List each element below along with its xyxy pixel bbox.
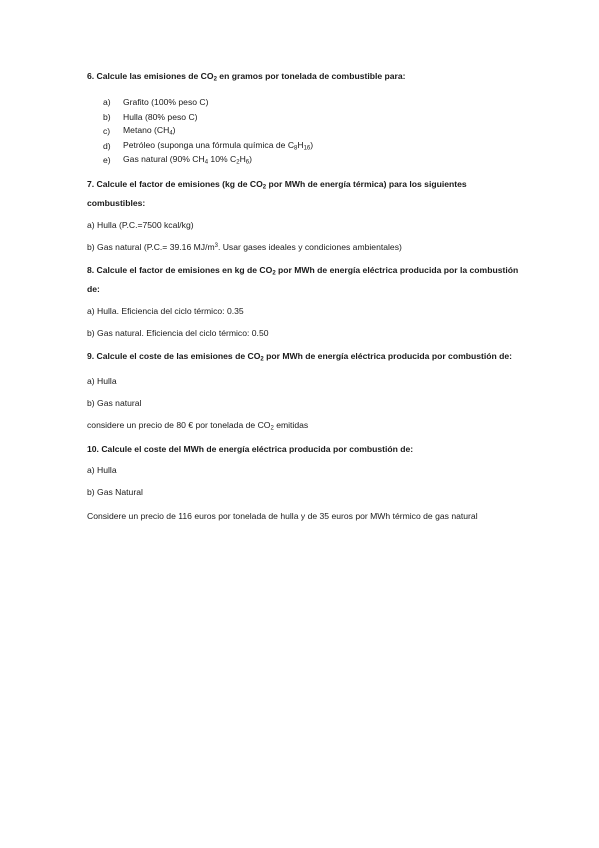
q8-option-a: a) Hulla. Eficiencia del ciclo térmico: 0.35 bbox=[87, 305, 244, 316]
question-6-title bbox=[87, 71, 527, 84]
list-marker: c) bbox=[103, 126, 111, 137]
list-item bbox=[87, 139, 527, 154]
question-6-list bbox=[87, 95, 527, 168]
q9-option-a: a) Hulla bbox=[87, 375, 117, 386]
q7-title-subscript: 2 bbox=[262, 184, 267, 191]
question-7-title bbox=[87, 177, 527, 212]
list-item-subscript: 4 bbox=[204, 159, 209, 166]
q10-option-a: a) Hulla bbox=[87, 464, 117, 475]
q9-note bbox=[87, 420, 527, 433]
q9-title-subscript: 2 bbox=[260, 356, 264, 363]
q6-title-text-end: en gramos por tonelada de combustible para: bbox=[216, 71, 406, 81]
list-item-subscript: 4 bbox=[169, 130, 173, 137]
q9-note-text-end: emitidas bbox=[273, 420, 309, 431]
list-item-text-part: H bbox=[239, 154, 246, 165]
question-8-title bbox=[87, 263, 527, 298]
q8-title-text-end: por MWh de energía eléctrica producida por la combustión de: bbox=[87, 265, 519, 295]
question-9-title bbox=[87, 349, 527, 368]
q10-option-b: b) Gas Natural bbox=[87, 486, 143, 497]
q6-title-subscript: 2 bbox=[213, 76, 217, 83]
q8-option-b: b) Gas natural. Eficiencia del ciclo térmico: 0.50 bbox=[87, 327, 269, 338]
q7-option-b bbox=[87, 242, 527, 253]
list-item bbox=[87, 154, 527, 169]
q9-title-text: 9. Calcule el coste de las emisiones de CO bbox=[87, 350, 261, 361]
list-item-text: Grafito (100% peso C) bbox=[123, 97, 209, 107]
q7-title-text-end: por MWh de energía térmica) para los siguientes combustibles: bbox=[87, 179, 467, 209]
list-item-text bbox=[123, 125, 176, 138]
q7-option-a: a) Hulla (P.C.=7500 kcal/kg) bbox=[87, 219, 194, 230]
document-page bbox=[87, 71, 527, 525]
list-item-text-part: ) bbox=[310, 139, 314, 150]
list-item-text-part: Petróleo (suponga una fórmula química de C bbox=[123, 139, 295, 150]
question-10-title: 10. Calcule el coste del MWh de energía eléctrica producida por combustión de: bbox=[87, 443, 414, 454]
list-item-text-part: ) bbox=[249, 154, 252, 165]
q8-title-subscript: 2 bbox=[272, 270, 276, 277]
list-marker: b) bbox=[103, 111, 111, 122]
list-item-subscript: 8 bbox=[294, 145, 298, 152]
q9-option-b: b) Gas natural bbox=[87, 398, 142, 409]
list-item-subscript: 2 bbox=[236, 159, 240, 166]
list-marker: a) bbox=[103, 97, 111, 107]
q7-option-b-superscript: 3 bbox=[214, 242, 218, 249]
list-item-text-part: Metano (CH bbox=[123, 125, 170, 136]
list-item bbox=[87, 110, 527, 125]
q7-title-text: 7. Calcule el factor de emisiones (kg de CO bbox=[87, 179, 263, 190]
list-item-text-part: 10% C bbox=[208, 154, 237, 165]
list-item-subscript: 6 bbox=[245, 159, 250, 166]
q9-note-subscript: 2 bbox=[270, 425, 274, 432]
q8-title-text: 8. Calcule el factor de emisiones en kg de CO bbox=[87, 265, 273, 276]
q9-title-text-end: por MWh de energía eléctrica producida por combustión de: bbox=[263, 350, 513, 361]
list-marker: d) bbox=[103, 140, 111, 151]
list-item-text bbox=[123, 140, 313, 153]
q9-note-text: considere un precio de 80 € por tonelada de CO bbox=[87, 420, 271, 431]
list-item-text-part: H bbox=[297, 139, 304, 150]
list-item-text-part: ) bbox=[172, 125, 176, 136]
q6-title-text: 6. Calcule las emisiones de CO bbox=[87, 71, 214, 81]
q7-option-b-text-end: . Usar gases ideales y condiciones ambientales) bbox=[217, 241, 402, 252]
list-item bbox=[87, 95, 527, 110]
list-item bbox=[87, 124, 527, 139]
list-item-text bbox=[123, 154, 252, 167]
list-marker: e) bbox=[103, 155, 111, 166]
q7-option-b-text: b) Gas natural (P.C.= 39.16 MJ/m bbox=[87, 241, 215, 252]
list-item-subscript: 16 bbox=[303, 145, 311, 152]
list-item-text-part: Gas natural (90% CH bbox=[123, 154, 205, 165]
list-item-text: Hulla (80% peso C) bbox=[123, 111, 198, 122]
q10-note: Considere un precio de 116 euros por tonelada de hulla y de 35 euros por MWh térmico de gas natural bbox=[87, 511, 478, 522]
